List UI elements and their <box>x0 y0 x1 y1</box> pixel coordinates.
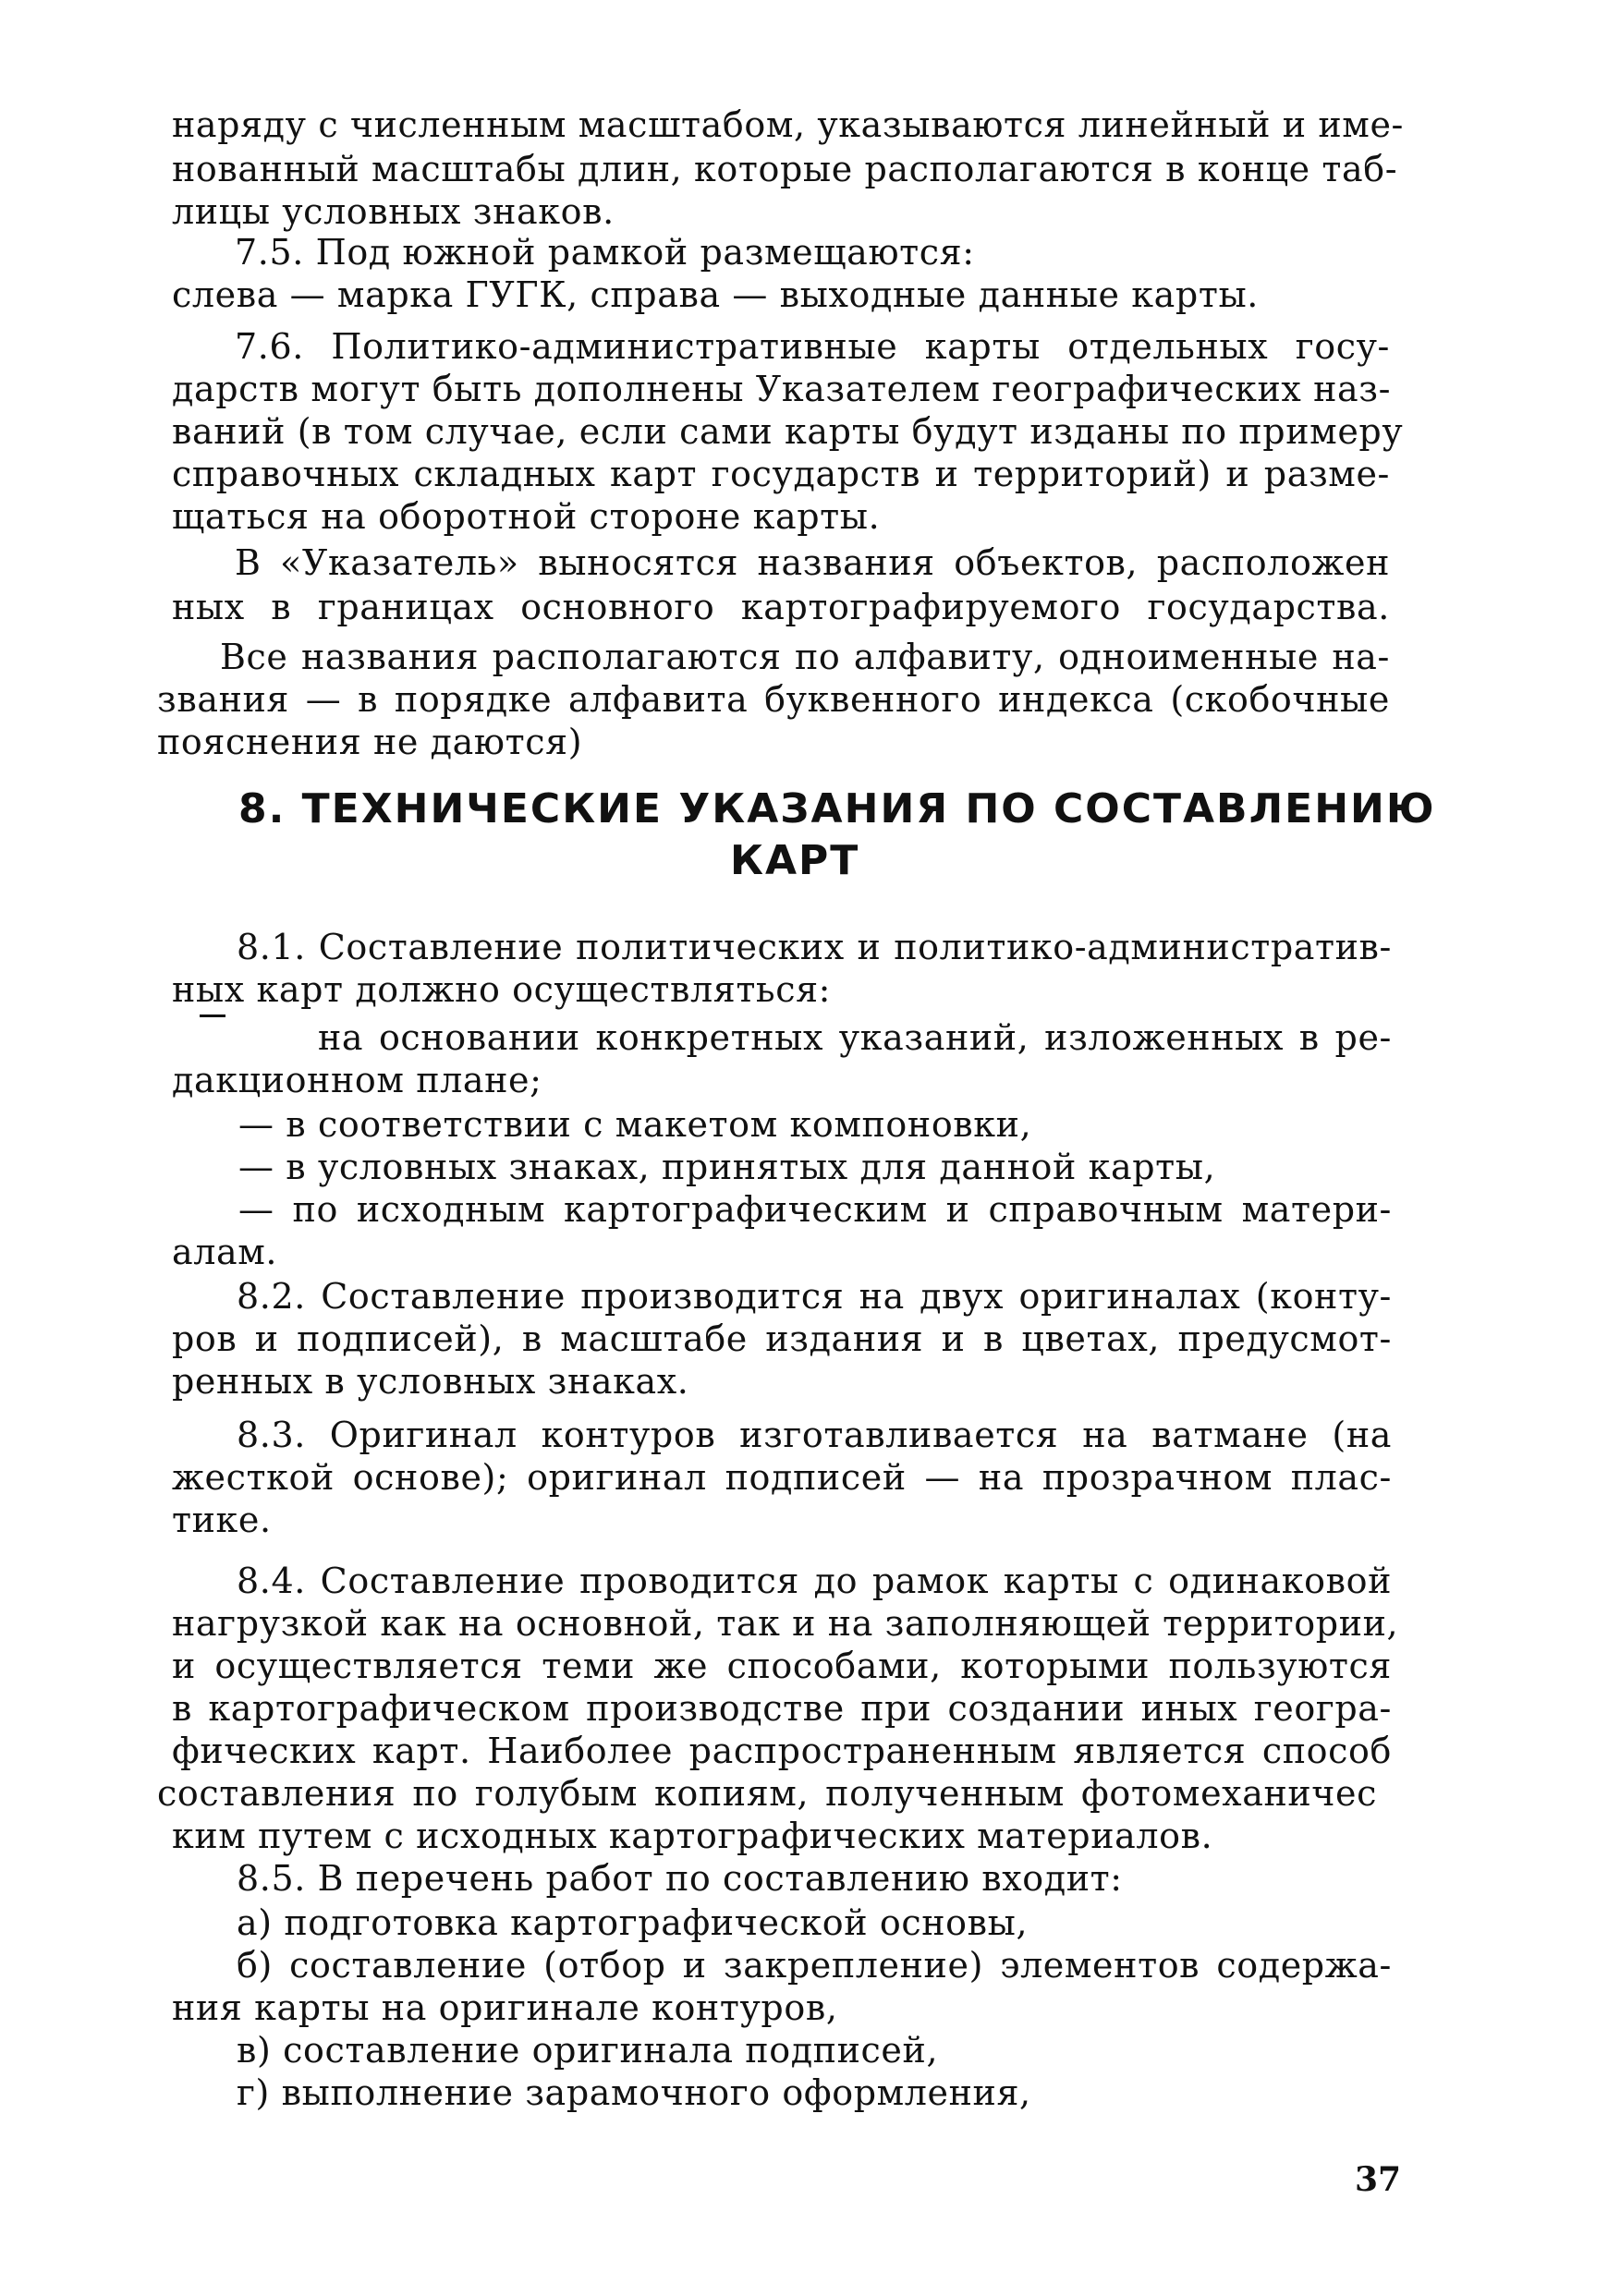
text-line: Все названия располагаются по алфавиту, одноименные на- <box>220 637 1390 677</box>
text-line: слева — марка ГУГК, справа — выходные данные карты. <box>172 274 1259 315</box>
text-line: В «Указатель» выносятся названия объектов, расположен <box>235 542 1390 583</box>
text-line: ных карт должно осуществляться: <box>172 969 832 1010</box>
text-line: нованный масштабы длин, которые располагаются в конце таб- <box>172 149 1398 189</box>
stray-dash-mark <box>200 1014 225 1017</box>
text-line: ваний (в том случае, если сами карты будут изданы по примеру <box>172 411 1404 452</box>
text-line: 8.4. Составление проводится до рамок карты с одинаковой <box>237 1561 1392 1601</box>
text-line: дакционном плане; <box>172 1060 542 1100</box>
text-line: дарств могут быть дополнены Указателем географических наз- <box>172 369 1392 409</box>
text-line: в) составление оригинала подписей, <box>237 2030 939 2071</box>
text-line: а) подготовка картографической основы, <box>237 1902 1029 1943</box>
section-heading-line: 8. ТЕХНИЧЕСКИЕ УКАЗАНИЯ ПО СОСТАВЛЕНИЮ <box>238 785 1436 832</box>
text-line: г) выполнение зарамочного оформления, <box>237 2072 1031 2113</box>
page-number: 37 <box>1355 2160 1402 2199</box>
text-line: ных в границах основного картографируемого государства. <box>172 587 1390 627</box>
text-line: — по исходным картографическим и справочным матери- <box>238 1189 1392 1230</box>
text-line: в картографическом производстве при создании иных геогра- <box>172 1688 1392 1729</box>
text-line: ким путем с исходных картографических материалов. <box>172 1816 1213 1856</box>
text-line: нагрузкой как на основной, так и на заполняющей территории, <box>172 1603 1399 1644</box>
text-line: и осуществляется теми же способами, которыми пользуются <box>172 1646 1392 1686</box>
text-line: фических карт. Наиболее распространенным является способ <box>172 1731 1392 1771</box>
text-line: наряду с численным масштабом, указываются линейный и име- <box>172 104 1404 145</box>
text-line: 8.5. В перечень работ по составлению входит: <box>237 1858 1123 1899</box>
text-line: щаться на оборотной стороне карты. <box>172 496 881 537</box>
text-line: пояснения не даются) <box>157 722 583 762</box>
text-line: ров и подписей), в масштабе издания и в цветах, предусмот- <box>172 1318 1392 1359</box>
text-line: 8.3. Оригинал контуров изготавливается на ватмане (на <box>237 1415 1392 1455</box>
text-line: алам. <box>172 1232 278 1272</box>
text-line: 7.6. Политико-административные карты отдельных госу- <box>235 326 1390 367</box>
text-line: тике. <box>172 1500 272 1540</box>
text-line: справочных складных карт государств и территорий) и разме- <box>172 454 1390 494</box>
text-line: звания — в порядке алфавита буквенного индекса (скобочные <box>157 679 1390 720</box>
text-line: 8.2. Составление производится на двух оригиналах (конту- <box>237 1276 1392 1317</box>
section-heading-line: КАРТ <box>730 837 860 884</box>
text-line: составления по голубым копиям, полученным фотомеханичес <box>157 1773 1377 1814</box>
text-line: 8.1. Составление политических и политико-административ- <box>237 927 1392 967</box>
text-line: б) составление (отбор и закрепление) элементов содержа- <box>237 1945 1392 1986</box>
text-line: — в условных знаках, принятых для данной карты, <box>238 1147 1216 1187</box>
text-line: — в соответствии с макетом компоновки, <box>238 1104 1032 1145</box>
text-line: ренных в условных знаках. <box>172 1361 689 1402</box>
text-line: на основании конкретных указаний, изложенных в ре- <box>318 1017 1392 1058</box>
text-line: жесткой основе); оригинал подписей — на прозрачном плас- <box>172 1457 1392 1498</box>
text-line: лицы условных знаков. <box>172 191 615 232</box>
text-line: ния карты на оригинале контуров, <box>172 1987 838 2028</box>
text-line: 7.5. Под южной рамкой размещаются: <box>235 232 975 273</box>
